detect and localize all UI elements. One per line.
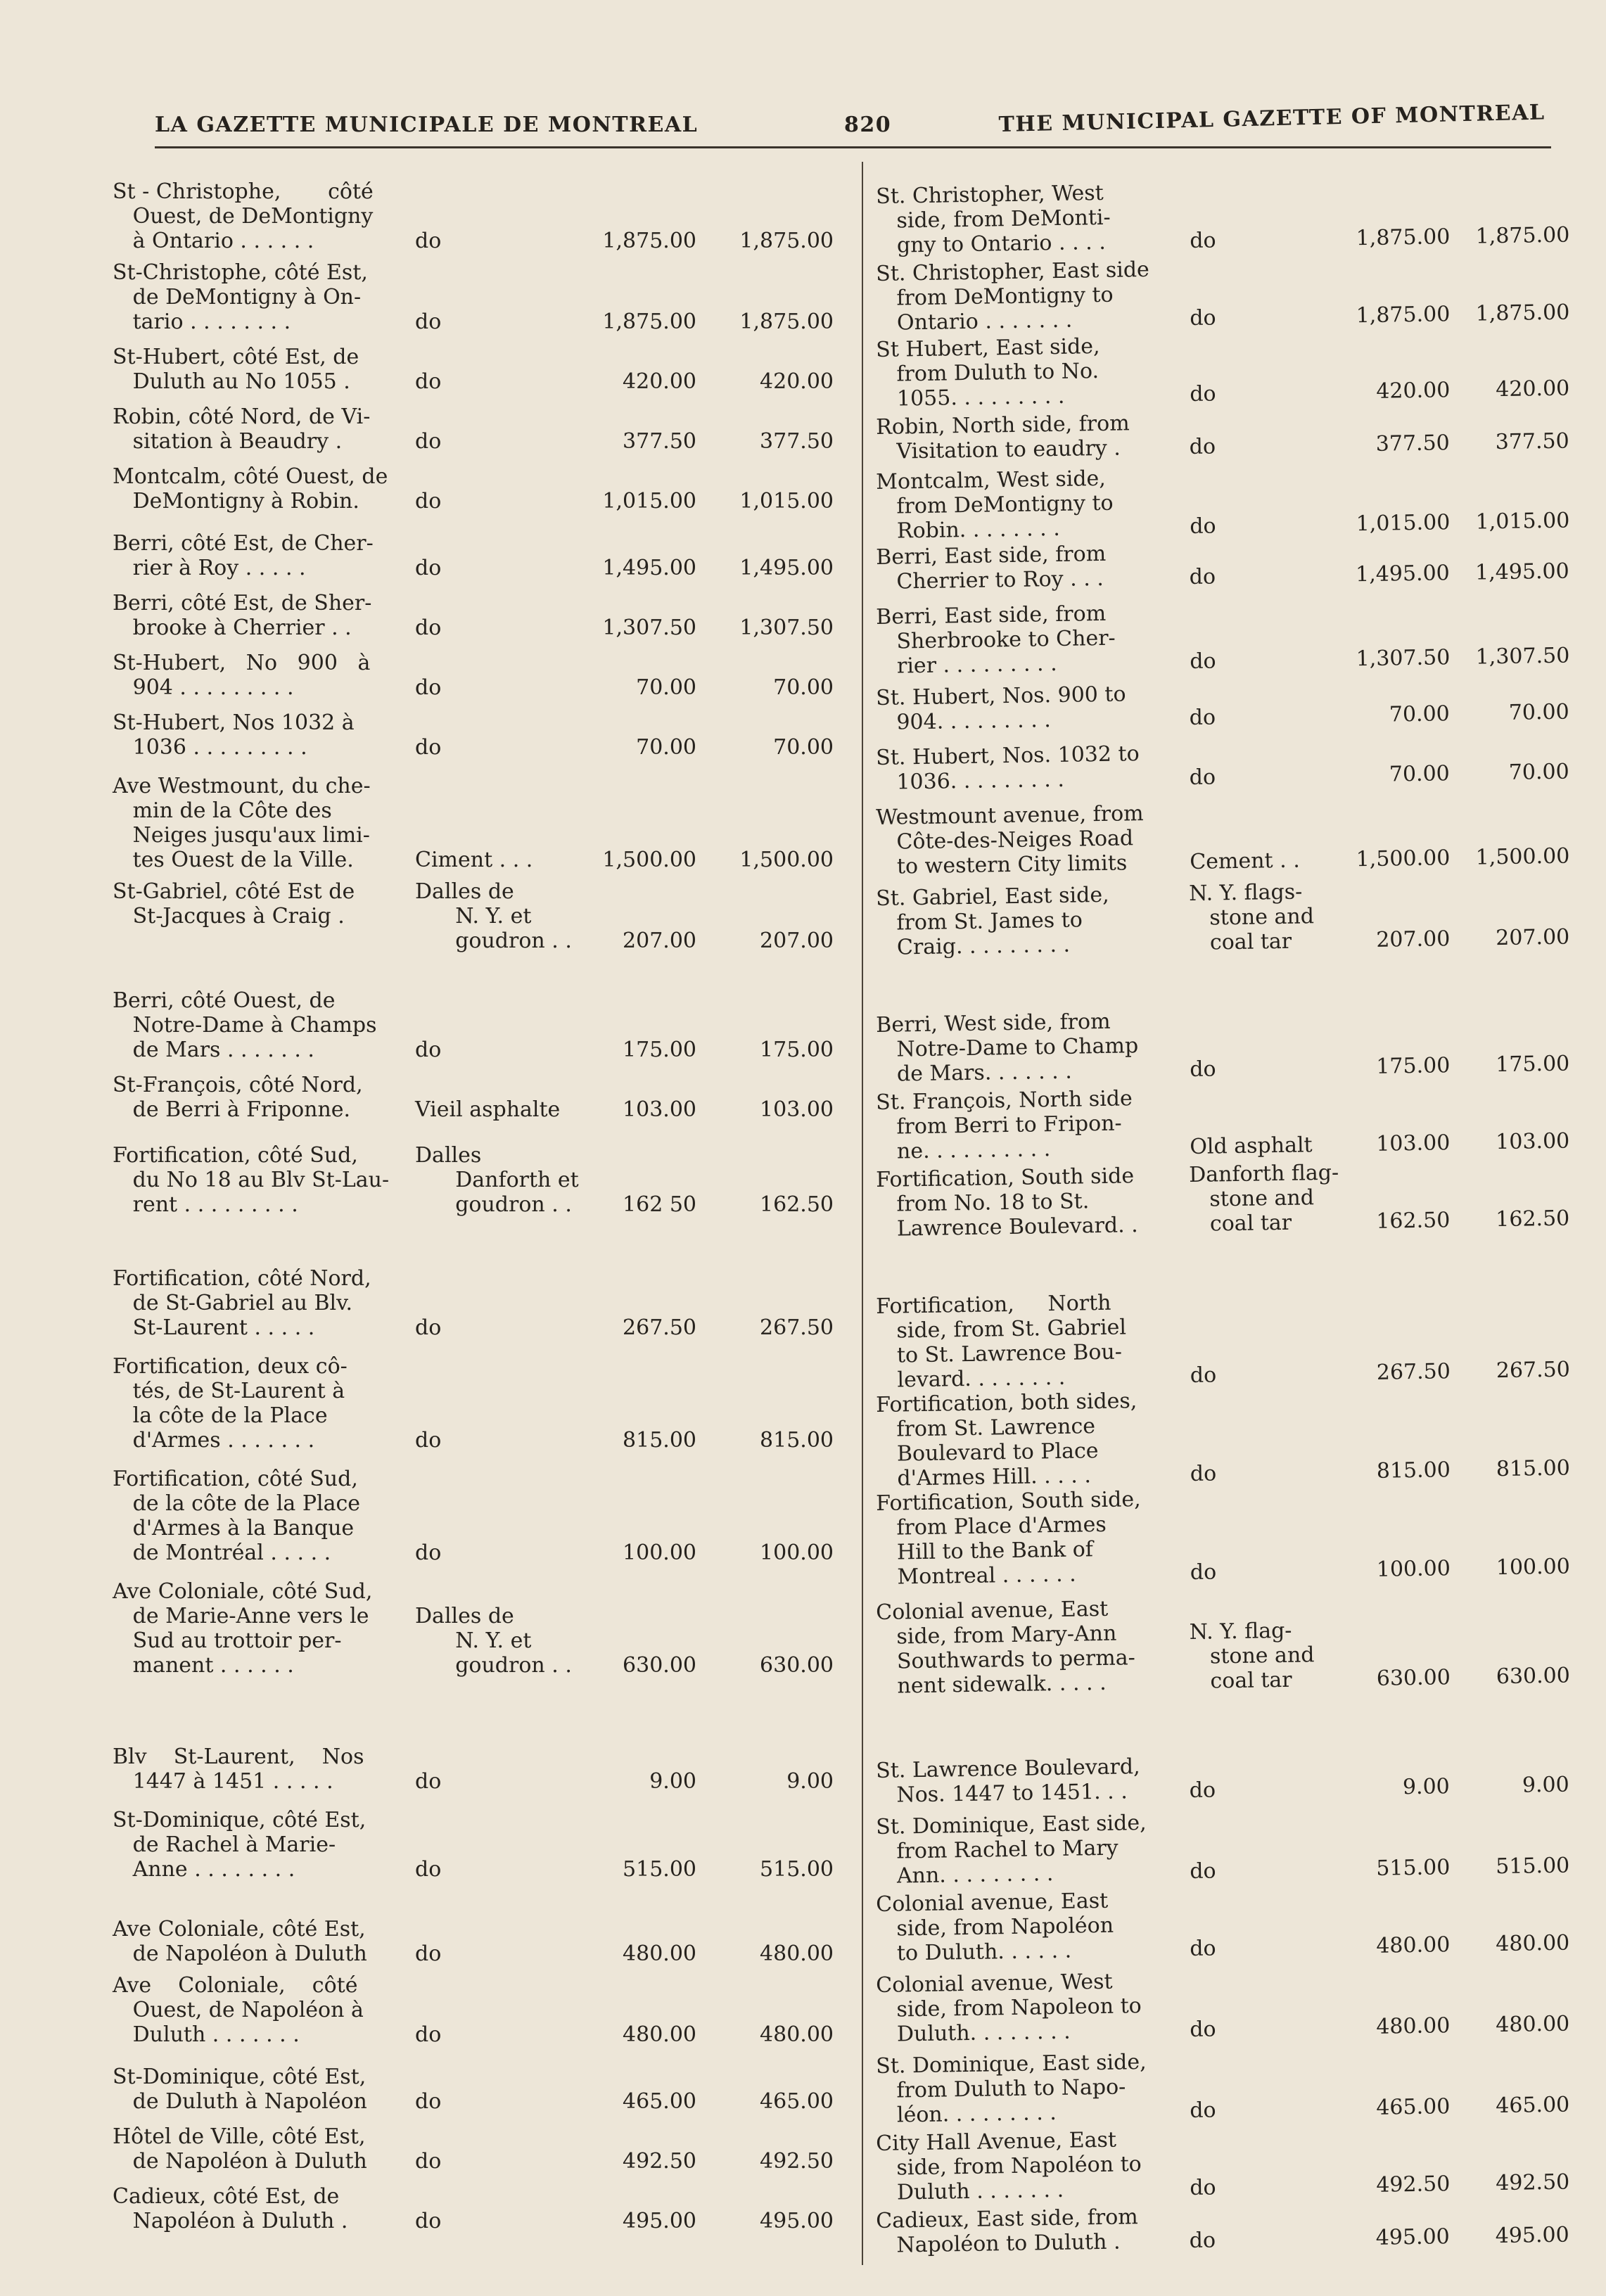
- en-location: St. François, North side from Berri to Fripon- ne. . . . . . . . . .: [876, 1086, 1133, 1164]
- en-total: 495.00: [1495, 2222, 1569, 2249]
- en-total: 515.00: [1496, 1853, 1570, 1880]
- en-location: Colonial avenue, East side, from Mary-Ann Southwards to perma- nent sidewalk. . . . .: [876, 1596, 1135, 1699]
- fr-material: Dalles de N. Y. et goudron . .: [415, 879, 572, 953]
- fr-amount: 480.00: [623, 2022, 696, 2047]
- fr-material: Vieil asphalte: [415, 1097, 561, 1122]
- fr-amount: 515.00: [623, 1857, 696, 1882]
- en-material: do: [1189, 705, 1216, 731]
- en-location: St. Hubert, Nos. 1032 to 1036. . . . . . . . .: [876, 741, 1140, 795]
- fr-location: St-Hubert, No 900 à 904 . . . . . . . . .: [113, 651, 371, 700]
- en-amount: 175.00: [1376, 1053, 1451, 1079]
- en-material: do: [1190, 2175, 1216, 2200]
- fr-material: do: [415, 1541, 442, 1565]
- en-total: 100.00: [1496, 1554, 1571, 1581]
- en-location: St. Dominique, East side, from Rachel to Mary Ann. . . . . . . . .: [876, 1810, 1147, 1889]
- en-total: 9.00: [1522, 1772, 1569, 1798]
- en-material: do: [1189, 434, 1216, 460]
- en-total: 103.00: [1496, 1128, 1570, 1155]
- fr-amount: 70.00: [636, 675, 696, 700]
- fr-location: Berri, côté Est, de Sher- brooke à Cherrier . .: [113, 591, 372, 640]
- fr-total: 1,875.00: [739, 229, 834, 253]
- fr-amount: 9.00: [649, 1769, 696, 1794]
- fr-total: 420.00: [760, 369, 834, 394]
- en-material: do: [1189, 765, 1216, 791]
- fr-amount: 377.50: [623, 429, 696, 454]
- fr-total: 70.00: [773, 735, 834, 760]
- en-amount: 267.50: [1376, 1359, 1451, 1385]
- fr-material: do: [415, 1428, 442, 1453]
- en-location: Westmount avenue, from Côte-des-Neiges Road to western City limits: [876, 801, 1144, 879]
- en-location: Colonial avenue, East side, from Napoléon to Duluth. . . . . .: [876, 1888, 1114, 1966]
- fr-location: St-Dominique, côté Est, de Duluth à Napoléon: [113, 2065, 367, 2114]
- fr-amount: 465.00: [623, 2089, 696, 2114]
- en-amount: 100.00: [1376, 1556, 1451, 1582]
- en-material: do: [1190, 2098, 1216, 2123]
- en-total: 267.50: [1496, 1357, 1571, 1384]
- fr-total: 1,495.00: [739, 556, 834, 580]
- en-location: Berri, East side, from Cherrier to Roy . . .: [876, 541, 1107, 594]
- en-total: 630.00: [1496, 1663, 1571, 1690]
- fr-location: St - Christophe, côté Ouest, de DeMontigny à Ontario . . . . . .: [113, 179, 374, 253]
- en-location: Berri, West side, from Notre-Dame to Champ de Mars. . . . . . .: [876, 1009, 1139, 1087]
- fr-location: Fortification, côté Sud, de la côte de la Place d'Armes à la Banque de Montréal . . . . .: [113, 1467, 361, 1565]
- en-location: St. Christopher, East side from DeMontigny to Ontario . . . . . . .: [876, 257, 1150, 336]
- fr-material: do: [415, 1769, 442, 1794]
- fr-total: 100.00: [760, 1541, 834, 1565]
- en-amount: 515.00: [1376, 1855, 1451, 1881]
- fr-total: 377.50: [760, 429, 834, 454]
- en-total: 1,500.00: [1475, 843, 1570, 870]
- header-right-title: THE MUNICIPAL GAZETTE OF MONTREAL: [998, 100, 1546, 137]
- fr-amount: 267.50: [623, 1315, 696, 1340]
- en-location: Colonial avenue, West side, from Napoleon to Duluth. . . . . . . .: [876, 1969, 1142, 2047]
- en-material: Old asphalt: [1190, 1133, 1313, 1159]
- fr-location: Blv St-Laurent, Nos 1447 à 1451 . . . . .: [113, 1745, 364, 1794]
- fr-amount: 1,495.00: [602, 556, 696, 580]
- page-number: 820: [844, 113, 892, 137]
- fr-location: Fortification, côté Sud, du No 18 au Blv St-Lau- rent . . . . . . . . .: [113, 1143, 390, 1217]
- fr-total: 9.00: [786, 1769, 834, 1794]
- fr-amount: 630.00: [623, 1653, 696, 1678]
- fr-location: Fortification, côté Nord, de St-Gabriel au Blv. St-Laurent . . . . .: [113, 1266, 371, 1340]
- fr-material: Dalles de N. Y. et goudron . .: [415, 1604, 572, 1678]
- fr-amount: 207.00: [623, 929, 696, 953]
- fr-amount: 162 50: [623, 1192, 696, 1217]
- fr-amount: 1,015.00: [602, 489, 696, 514]
- en-amount: 420.00: [1376, 378, 1451, 404]
- fr-material: do: [415, 2022, 442, 2047]
- fr-total: 1,307.50: [739, 616, 834, 640]
- fr-material: do: [415, 616, 442, 640]
- fr-location: Ave Coloniale, côté Est, de Napoléon à Duluth: [113, 1917, 367, 1966]
- fr-amount: 480.00: [623, 1941, 696, 1966]
- en-amount: 70.00: [1389, 701, 1450, 727]
- en-material: do: [1190, 1936, 1216, 1961]
- en-total: 1,015.00: [1475, 508, 1570, 535]
- en-total: 70.00: [1508, 699, 1569, 725]
- en-amount: 207.00: [1376, 926, 1451, 952]
- en-location: Berri, East side, from Sherbrooke to Cher- rier . . . . . . . . .: [876, 601, 1116, 679]
- fr-location: Berri, côté Est, de Cher- rier à Roy . . . . .: [113, 531, 374, 580]
- en-total: 815.00: [1496, 1455, 1571, 1482]
- en-material: do: [1190, 228, 1216, 253]
- fr-material: do: [415, 1857, 442, 1882]
- fr-total: 815.00: [760, 1428, 834, 1453]
- en-amount: 815.00: [1376, 1458, 1451, 1484]
- fr-amount: 420.00: [623, 369, 696, 394]
- fr-total: 175.00: [760, 1038, 834, 1062]
- en-material: do: [1189, 564, 1216, 590]
- fr-material: do: [415, 2209, 442, 2233]
- en-amount: 480.00: [1376, 1932, 1451, 1958]
- header-left-title: LA GAZETTE MUNICIPALE DE MONTREAL: [155, 113, 699, 137]
- en-location: City Hall Avenue, East side, from Napoléon to Duluth . . . . . . .: [876, 2127, 1142, 2205]
- en-location: Fortification, both sides, from St. Lawrence Boulevard to Place d'Armes Hill. . . . .: [876, 1389, 1137, 1491]
- en-amount: 1,875.00: [1356, 224, 1451, 251]
- en-material: do: [1190, 305, 1216, 331]
- fr-material: do: [415, 489, 442, 514]
- en-amount: 1,307.50: [1356, 645, 1451, 672]
- fr-material: do: [415, 556, 442, 580]
- en-location: St. Christopher, West side, from DeMonti- gny to Ontario . . . .: [876, 180, 1111, 258]
- en-total: 420.00: [1496, 376, 1570, 402]
- fr-location: St-François, côté Nord, de Berri à Friponne.: [113, 1073, 363, 1122]
- fr-material: Ciment . . .: [415, 848, 533, 872]
- fr-total: 515.00: [760, 1857, 834, 1882]
- fr-total: 1,875.00: [739, 310, 834, 334]
- en-amount: 495.00: [1375, 2224, 1450, 2250]
- en-amount: 1,015.00: [1356, 510, 1451, 537]
- fr-material: do: [415, 2089, 442, 2114]
- en-material: do: [1190, 1461, 1217, 1486]
- fr-location: Ave Westmount, du che- min de la Côte des Neiges jusqu'aux limi- tes Ouest de la Ville.: [113, 774, 371, 872]
- en-total: 1,307.50: [1475, 643, 1570, 670]
- fr-material: do: [415, 1038, 442, 1062]
- en-total: 480.00: [1496, 1930, 1570, 1957]
- fr-location: St-Christophe, côté Est, de DeMontigny à On- tario . . . . . . . .: [113, 260, 368, 334]
- fr-total: 1,015.00: [739, 489, 834, 514]
- fr-total: 630.00: [760, 1653, 834, 1678]
- fr-material: do: [415, 310, 442, 334]
- en-amount: 162.50: [1376, 1208, 1451, 1234]
- en-amount: 103.00: [1376, 1130, 1451, 1156]
- en-material: do: [1190, 1560, 1217, 1585]
- fr-amount: 175.00: [623, 1038, 696, 1062]
- en-amount: 630.00: [1376, 1665, 1451, 1691]
- en-total: 1,495.00: [1474, 559, 1569, 585]
- en-amount: 492.50: [1376, 2171, 1451, 2198]
- fr-location: Berri, côté Ouest, de Notre-Dame à Champs de Mars . . . . . . .: [113, 988, 377, 1062]
- fr-material: do: [415, 1315, 442, 1340]
- en-location: St. Lawrence Boulevard, Nos. 1447 to 1451. . .: [876, 1754, 1140, 1808]
- fr-amount: 1,500.00: [602, 848, 696, 872]
- fr-location: Cadieux, côté Est, de Napoléon à Duluth .: [113, 2184, 348, 2233]
- en-material: do: [1190, 1363, 1217, 1388]
- en-amount: 70.00: [1389, 761, 1450, 787]
- fr-amount: 495.00: [623, 2209, 696, 2233]
- fr-total: 267.50: [760, 1315, 834, 1340]
- fr-material: do: [415, 2149, 442, 2174]
- fr-total: 465.00: [760, 2089, 834, 2114]
- fr-location: Hôtel de Ville, côté Est, de Napoléon à Duluth: [113, 2124, 367, 2174]
- fr-location: St-Dominique, côté Est, de Rachel à Marie- Anne . . . . . . . .: [113, 1808, 367, 1882]
- en-material: N. Y. flags- stone and coal tar: [1188, 879, 1315, 955]
- en-total: 377.50: [1495, 428, 1569, 455]
- en-location: Fortification, South side from No. 18 to St. Lawrence Boulevard. .: [876, 1163, 1138, 1242]
- en-total: 70.00: [1508, 759, 1569, 785]
- header-rule: [155, 146, 1551, 148]
- en-location: Cadieux, East side, from Napoléon to Duluth .: [876, 2205, 1138, 2258]
- fr-total: 162.50: [760, 1192, 834, 1217]
- fr-amount: 70.00: [636, 735, 696, 760]
- en-material: do: [1189, 2228, 1216, 2254]
- fr-amount: 100.00: [623, 1541, 696, 1565]
- en-material: Danforth flag- stone and coal tar: [1188, 1160, 1339, 1237]
- fr-location: Montcalm, côté Ouest, de DeMontigny à Robin.: [113, 464, 388, 514]
- en-material: do: [1189, 1778, 1216, 1804]
- en-location: St. Dominique, East side, from Duluth to Napo- léon. . . . . . . . .: [876, 2049, 1147, 2128]
- en-material: do: [1190, 381, 1216, 407]
- en-total: 207.00: [1496, 924, 1570, 951]
- fr-location: St-Hubert, Nos 1032 à 1036 . . . . . . . . .: [113, 710, 355, 760]
- fr-total: 1,500.00: [739, 848, 834, 872]
- fr-location: St-Hubert, côté Est, de Duluth au No 1055 .: [113, 345, 359, 394]
- en-amount: 1,500.00: [1356, 846, 1451, 872]
- en-material: Cement . .: [1190, 848, 1301, 874]
- fr-material: do: [415, 429, 442, 454]
- fr-total: 207.00: [760, 929, 834, 953]
- fr-amount: 1,875.00: [602, 229, 696, 253]
- fr-material: do: [415, 675, 442, 700]
- fr-location: Ave Coloniale, côté Ouest, de Napoléon à Duluth . . . . . . .: [113, 1973, 364, 2047]
- en-location: St Hubert, East side, from Duluth to No. 1055. . . . . . . . .: [876, 334, 1100, 412]
- fr-total: 480.00: [760, 2022, 834, 2047]
- fr-total: 70.00: [773, 675, 834, 700]
- en-amount: 9.00: [1402, 1774, 1450, 1800]
- fr-total: 495.00: [760, 2209, 834, 2233]
- fr-location: Ave Coloniale, côté Sud, de Marie-Anne vers le Sud au trottoir per- manent . . . . . .: [113, 1579, 373, 1678]
- en-total: 175.00: [1496, 1051, 1570, 1078]
- en-total: 492.50: [1496, 2169, 1570, 2196]
- en-location: Robin, North side, from Visitation to eaudry .: [876, 411, 1130, 464]
- en-material: do: [1190, 649, 1216, 674]
- fr-material: do: [415, 229, 442, 253]
- en-amount: 465.00: [1376, 2094, 1451, 2120]
- fr-amount: 1,875.00: [602, 310, 696, 334]
- fr-total: 492.50: [760, 2149, 834, 2174]
- en-total: 162.50: [1496, 1206, 1570, 1232]
- fr-material: do: [415, 369, 442, 394]
- fr-material: do: [415, 1941, 442, 1966]
- fr-amount: 1,307.50: [602, 616, 696, 640]
- fr-total: 103.00: [760, 1097, 834, 1122]
- en-material: do: [1190, 2017, 1216, 2042]
- fr-amount: 492.50: [623, 2149, 696, 2174]
- en-total: 465.00: [1496, 2092, 1570, 2119]
- en-material: do: [1190, 1057, 1216, 1082]
- en-total: 480.00: [1496, 2011, 1570, 2038]
- en-amount: 1,495.00: [1355, 561, 1450, 587]
- fr-location: Fortification, deux cô- tés, de St-Laurent à la côte de la Place d'Armes . . . . . . .: [113, 1354, 348, 1453]
- en-location: St. Hubert, Nos. 900 to 904. . . . . . . . .: [876, 682, 1126, 735]
- en-total: 1,875.00: [1475, 300, 1570, 326]
- en-total: 1,875.00: [1475, 222, 1570, 249]
- fr-total: 480.00: [760, 1941, 834, 1966]
- en-amount: 377.50: [1375, 431, 1450, 457]
- fr-location: St-Gabriel, côté Est de St-Jacques à Craig .: [113, 879, 355, 929]
- en-material: N. Y. flag- stone and coal tar: [1189, 1618, 1315, 1694]
- en-location: Fortification, North side, from St. Gabriel to St. Lawrence Bou- levard. . . . . . . .: [876, 1290, 1127, 1393]
- fr-material: do: [415, 735, 442, 760]
- en-amount: 1,875.00: [1356, 302, 1451, 329]
- fr-amount: 103.00: [623, 1097, 696, 1122]
- column-divider: [862, 162, 863, 2265]
- fr-location: Robin, côté Nord, de Vi- sitation à Beaudry .: [113, 404, 371, 454]
- en-material: do: [1190, 514, 1216, 539]
- en-location: Montcalm, West side, from DeMontigny to Robin. . . . . . . .: [876, 466, 1114, 544]
- en-location: St. Gabriel, East side, from St. James to Craig. . . . . . . . .: [876, 882, 1109, 960]
- fr-amount: 815.00: [623, 1428, 696, 1453]
- en-location: Fortification, South side, from Place d'Armes Hill to the Bank of Montreal . . . . . .: [876, 1487, 1141, 1590]
- en-amount: 480.00: [1376, 2013, 1451, 2039]
- fr-material: Dalles Danforth et goudron . .: [415, 1143, 579, 1217]
- en-material: do: [1190, 1858, 1216, 1884]
